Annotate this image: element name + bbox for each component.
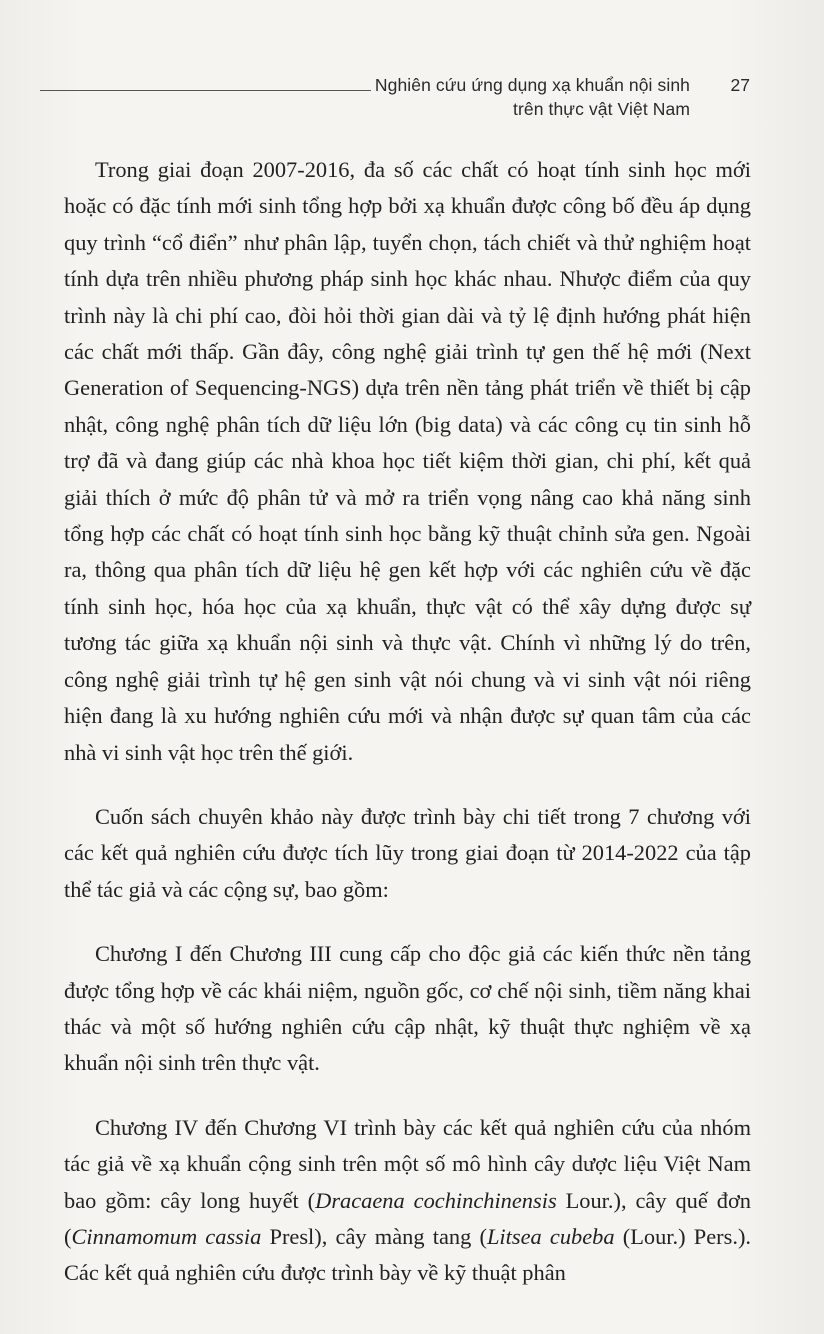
- running-title-line1: Nghiên cứu ứng dụng xạ khuẩn nội sinh: [374, 75, 690, 95]
- species-name: Litsea cubeba: [486, 1223, 615, 1249]
- header-rule: [40, 90, 371, 91]
- page-number: 27: [730, 75, 750, 95]
- running-title-line2: trên thực vật Việt Nam: [513, 99, 690, 119]
- species-name: Cinnamomum cassia: [71, 1223, 262, 1249]
- paragraph-ngs: Trong giai đoạn 2007-2016, đa số các chất có hoạt tính sinh học mới hoặc có đặc tính mới sinh tổng hợp bởi xạ khuẩn được công bố đều áp dụng quy trình “cổ điển” như phân lập, tuyển chọn, tách chiết và thử nghiệm hoạt tính dựa trên nhiều phương pháp sinh học khác nhau. Nhược điểm của quy trình này là chi phí cao, đòi hỏi thời gian dài và tỷ lệ định hướng phát hiện các chất mới thấp. Gần đây, công nghệ giải trình tự gen thế hệ mới (Next Generation of Sequencing-NGS) dựa trên nền tảng phát triển về thiết bị cập nhật, công nghệ phân tích dữ liệu lớn (big data) và các công cụ tin sinh hỗ trợ đã và đang giúp các nhà khoa học tiết kiệm thời gian, chi phí, kết quả giải thích ở mức độ phân tử và mở ra triển vọng nâng cao khả năng sinh tổng hợp các chất có hoạt tính sinh học bằng kỹ thuật chỉnh sửa gen. Ngoài ra, thông qua phân tích dữ liệu hệ gen kết hợp với các nghiên cứu về đặc tính sinh học, hóa học của xạ khuẩn, thực vật có thể xây dựng được sự tương tác giữa xạ khuẩn nội sinh và thực vật. Chính vì những lý do trên, công nghệ giải trình tự hệ gen sinh vật nói chung và vi sinh vật nói riêng hiện đang là xu hướng nghiên cứu mới và nhận được sự quan tâm của các nhà vi sinh vật học trên thế giới.: [64, 157, 751, 765]
- text-segment: Chương IV đến Chương VI trình bày các kết quả nghiên cứu của nhóm tác giả về xạ khuẩn cộng sinh trên một số mô hình cây dược liệu Việt Nam bao gồm: cây long huyết (: [64, 1114, 751, 1213]
- species-name: Dracaena cochinchinensis: [315, 1187, 557, 1213]
- text-segment: (Lour.) Pers.). Các kết quả nghiên cứu được trình bày về kỹ thuật phân: [64, 1223, 751, 1286]
- body-text: [64, 152, 751, 1292]
- text-segment: Lour.), cây quế đơn (: [64, 1187, 751, 1249]
- paragraph-chapters-1-3: Chương I đến Chương III cung cấp cho độc giả các kiến thức nền tảng được tổng hợp về các khái niệm, nguồn gốc, cơ chế nội sinh, tiềm năng khai thác và một số hướng nghiên cứu cập nhật, kỹ thuật thực nghiệm về xạ khuẩn nội sinh trên thực vật.: [64, 941, 751, 1076]
- text-segment: Presl), cây màng tang (: [261, 1223, 487, 1249]
- paragraph-book-overview: Cuốn sách chuyên khảo này được trình bày chi tiết trong 7 chương với các kết quả nghiên cứu được tích lũy trong giai đoạn từ 2014-2022 của tập thể tác giả và các cộng sự, bao gồm:: [64, 803, 751, 902]
- paragraph-chapters-4-6: [64, 1110, 751, 1292]
